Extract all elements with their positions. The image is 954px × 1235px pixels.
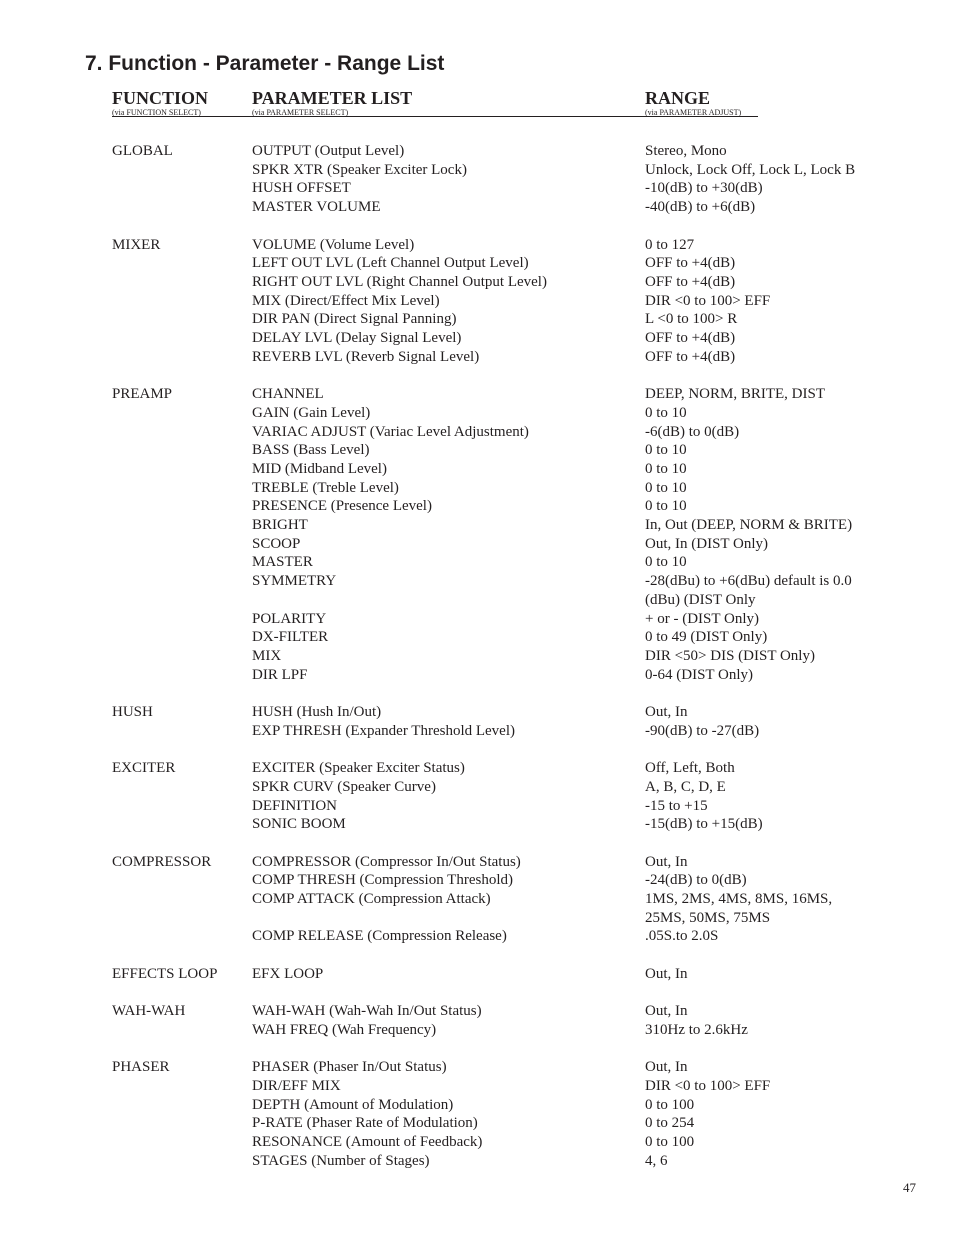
range-value: L <0 to 100> R xyxy=(645,311,738,328)
range-value: 0 to 10 xyxy=(645,554,687,571)
range-value: Out, In xyxy=(645,1059,688,1076)
range-value: DEEP, NORM, BRITE, DIST xyxy=(645,386,826,403)
parameter-name: DELAY LVL (Delay Signal Level) xyxy=(252,330,462,346)
parameter-name: WAH-WAH (Wah-Wah In/Out Status) xyxy=(252,1003,482,1020)
parameter-name: SYMMETRY xyxy=(252,573,337,590)
parameter-name: SCOOP xyxy=(252,535,301,552)
range-value: 0 to 254 xyxy=(645,1115,695,1132)
range-value: Out, In xyxy=(645,965,688,982)
range-value: OFF to +4(dB) xyxy=(645,255,736,272)
parameter-name: DIR/EFF MIX xyxy=(252,1078,341,1094)
function-header-subtitle: (via FUNCTION SELECT) xyxy=(112,108,201,117)
range-value: 4, 6 xyxy=(645,1152,668,1169)
function-name: EFFECTS LOOP xyxy=(112,965,218,982)
function-name: HUSH xyxy=(112,704,153,720)
range-value: -15(dB) to +15(dB) xyxy=(645,816,763,833)
range-value: DIR <0 to 100> EFF xyxy=(645,292,771,309)
range-value: 0 to 10 xyxy=(645,479,687,496)
range-value: OFF to +4(dB) xyxy=(645,348,736,365)
parameter-name: MIX (Direct/Effect Mix Level) xyxy=(252,292,440,309)
range-value: 0 to 100 xyxy=(645,1096,695,1113)
range-value: -10(dB) to +30(dB) xyxy=(645,180,763,197)
parameter-name: COMPRESSOR (Compressor In/Out Status) xyxy=(252,853,521,870)
parameter-name: GAIN (Gain Level) xyxy=(252,404,371,421)
parameter-name: VARIAC ADJUST (Variac Level Adjustment) xyxy=(252,423,529,440)
range-value: 0 to 10 xyxy=(645,498,687,515)
range-value: 0 to 100 xyxy=(645,1134,695,1151)
range-value: 25MS, 50MS, 75MS xyxy=(645,909,771,926)
function-name: PREAMP xyxy=(112,386,173,403)
parameter-header-label: PARAMETER LIST xyxy=(252,88,413,108)
parameter-name: WAH FREQ (Wah Frequency) xyxy=(252,1021,437,1038)
range-value: 1MS, 2MS, 4MS, 8MS, 16MS, xyxy=(645,891,833,907)
range-value: DIR <50> DIS (DIST Only) xyxy=(645,647,815,664)
range-value: .05S.to 2.0S xyxy=(645,928,719,945)
parameter-name: TREBLE (Treble Level) xyxy=(252,479,399,496)
parameter-name: PRESENCE (Presence Level) xyxy=(252,498,432,515)
parameter-name: STAGES (Number of Stages) xyxy=(252,1152,430,1169)
range-header-subtitle: (via PARAMETER ADJUST) xyxy=(645,108,742,117)
function-name: PHASER xyxy=(112,1059,170,1076)
function-name: MIXER xyxy=(112,236,161,253)
range-value: 0 to 10 xyxy=(645,404,687,421)
range-value: 0-64 (DIST Only) xyxy=(645,666,754,683)
range-value: Off, Left, Both xyxy=(645,760,735,777)
range-header-label: RANGE xyxy=(645,88,711,108)
range-value: Out, In xyxy=(645,1003,688,1020)
range-value: 0 to 10 xyxy=(645,460,687,477)
parameter-name: OUTPUT (Output Level) xyxy=(252,143,405,159)
parameter-name: MIX xyxy=(252,647,282,664)
parameter-name: MID (Midband Level) xyxy=(252,460,387,477)
parameter-name: PHASER (Phaser In/Out Status) xyxy=(252,1059,447,1076)
parameter-name: MASTER VOLUME xyxy=(252,199,381,216)
range-value: -90(dB) to -27(dB) xyxy=(645,722,760,739)
range-value: (dBu) (DIST Only xyxy=(645,591,756,608)
parameter-name: RESONANCE (Amount of Feedback) xyxy=(252,1134,483,1151)
parameter-name: BASS (Bass Level) xyxy=(252,442,370,459)
parameter-name: DEFINITION xyxy=(252,797,337,814)
range-value: DIR <0 to 100> EFF xyxy=(645,1078,771,1094)
range-value: 0 to 49 (DIST Only) xyxy=(645,629,768,646)
range-value: 310Hz to 2.6kHz xyxy=(645,1021,748,1038)
parameter-name: SPKR CURV (Speaker Curve) xyxy=(252,778,436,795)
range-value: -6(dB) to 0(dB) xyxy=(645,423,740,440)
range-value: -24(dB) to 0(dB) xyxy=(645,872,747,889)
parameter-name: COMP ATTACK (Compression Attack) xyxy=(252,891,491,907)
parameter-name: MASTER xyxy=(252,554,313,571)
parameter-name: DEPTH (Amount of Modulation) xyxy=(252,1096,454,1113)
parameter-header-subtitle: (via PARAMETER SELECT) xyxy=(252,108,349,117)
function-name: WAH-WAH xyxy=(112,1003,186,1020)
range-value: Unlock, Lock Off, Lock L, Lock B xyxy=(645,161,856,178)
range-value: OFF to +4(dB) xyxy=(645,330,736,346)
range-value: -40(dB) to +6(dB) xyxy=(645,199,756,216)
range-value: A, B, C, D, E xyxy=(645,778,726,795)
function-header-label: FUNCTION xyxy=(112,88,209,108)
parameter-name: DIR LPF xyxy=(252,666,308,683)
parameter-name: SONIC BOOM xyxy=(252,816,346,833)
parameter-name: HUSH (Hush In/Out) xyxy=(252,704,382,720)
parameter-name: COMP RELEASE (Compression Release) xyxy=(252,928,507,945)
range-value: Out, In xyxy=(645,704,688,720)
parameter-name: VOLUME (Volume Level) xyxy=(252,236,415,253)
parameter-name: EXCITER (Speaker Exciter Status) xyxy=(252,760,465,777)
range-value: Out, In xyxy=(645,853,688,870)
parameter-name: EXP THRESH (Expander Threshold Level) xyxy=(252,722,516,739)
range-value: 0 to 127 xyxy=(645,236,695,253)
parameter-name: BRIGHT xyxy=(252,517,308,533)
parameter-name: SPKR XTR (Speaker Exciter Lock) xyxy=(252,161,467,178)
parameter-name: CHANNEL xyxy=(252,386,324,403)
range-value: 0 to 10 xyxy=(645,442,687,459)
parameter-name: EFX LOOP xyxy=(252,965,324,982)
parameter-name: RIGHT OUT LVL (Right Channel Output Level) xyxy=(252,273,547,290)
page-title: 7. Function - Parameter - Range List xyxy=(85,52,445,75)
parameter-name: COMP THRESH (Compression Threshold) xyxy=(252,872,513,889)
parameter-name: HUSH OFFSET xyxy=(252,180,351,197)
parameter-name: P-RATE (Phaser Rate of Modulation) xyxy=(252,1115,478,1132)
parameter-name: LEFT OUT LVL (Left Channel Output Level) xyxy=(252,255,529,272)
range-value: -15 to +15 xyxy=(645,797,708,814)
parameter-name: REVERB LVL (Reverb Signal Level) xyxy=(252,348,480,365)
range-value: In, Out (DEEP, NORM & BRITE) xyxy=(645,517,853,533)
function-name: EXCITER xyxy=(112,760,176,777)
parameter-name: POLARITY xyxy=(252,610,327,627)
range-value: OFF to +4(dB) xyxy=(645,273,736,290)
range-value: Stereo, Mono xyxy=(645,143,727,159)
range-value: -28(dBu) to +6(dBu) default is 0.0 xyxy=(645,573,852,590)
parameter-name: DX-FILTER xyxy=(252,629,329,646)
page-number: 47 xyxy=(903,1180,916,1195)
function-name: GLOBAL xyxy=(112,143,173,159)
function-name: COMPRESSOR xyxy=(112,853,212,870)
range-value: Out, In (DIST Only) xyxy=(645,535,769,552)
parameter-name: DIR PAN (Direct Signal Panning) xyxy=(252,311,457,328)
range-value: + or - (DIST Only) xyxy=(645,610,760,627)
